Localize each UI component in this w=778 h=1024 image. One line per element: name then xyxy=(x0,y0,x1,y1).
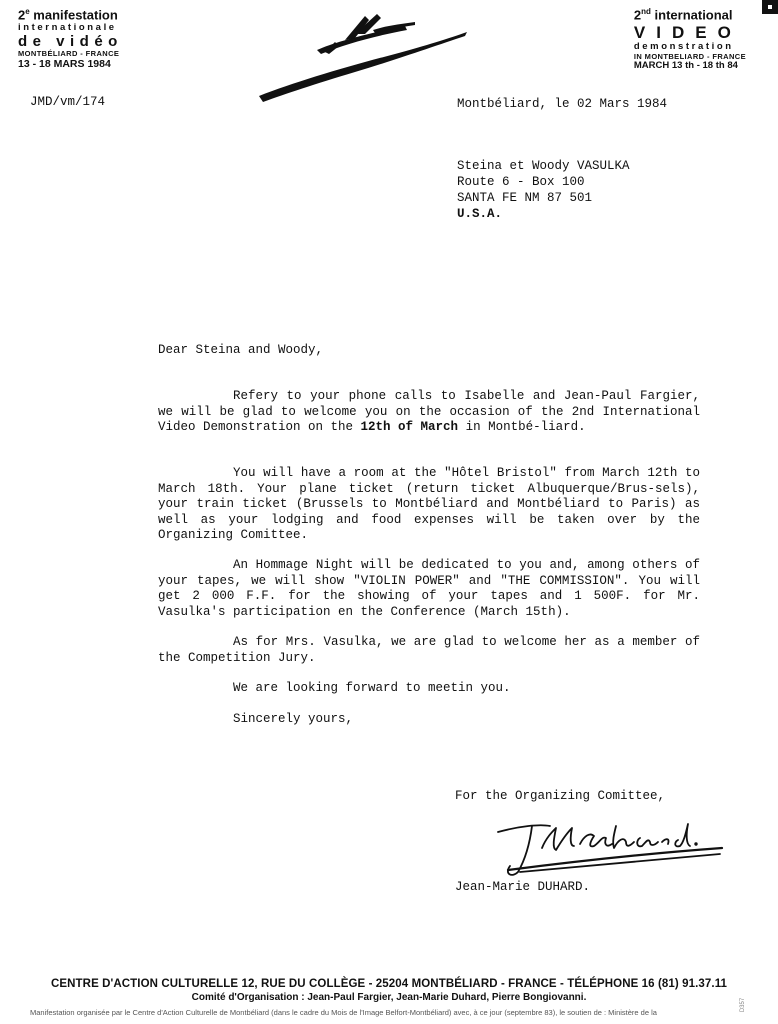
closing: Sincerely yours, xyxy=(233,712,354,726)
letterhead-english xyxy=(634,8,746,72)
place-and-date: Montbéliard, le 02 Mars 1984 xyxy=(457,97,668,111)
lh-en-line2: VIDEO xyxy=(633,22,742,42)
recipient-address xyxy=(457,158,630,222)
signer-name: Jean-Marie DUHARD. xyxy=(455,880,591,894)
archive-code: D357 xyxy=(740,997,747,1013)
paragraph-2: You will have a room at the "Hôtel Bristol" from March 12th to March 18th. Your plane ticket (return ticket Albuquerque/Brus-sels), your train ticket (Brussels to Montbéliard and Montbéliard to Paris) as well as your lodging and food expenses will be taken over by the Organizing Comittee. xyxy=(158,466,700,542)
lh-en-line1: 2nd international xyxy=(633,7,733,23)
lh-en-line4: IN MONTBELIARD - FRANCE xyxy=(633,51,746,61)
handwritten-signature-icon xyxy=(490,818,730,882)
recipient-name: Steina et Woody VASULKA xyxy=(457,159,630,173)
letterhead-french xyxy=(18,8,123,70)
paragraph-4: As for Mrs. Vasulka, we are glad to welcome her as a member of the Competition Jury. xyxy=(158,635,700,665)
forward-line: We are looking forward to meetin you. xyxy=(233,681,511,695)
letter-reference: JMD/vm/174 xyxy=(30,95,106,109)
brush-stroke-logo-icon xyxy=(255,12,470,102)
sign-for-line: For the Organizing Comittee, xyxy=(455,789,666,803)
recipient-street: Route 6 - Box 100 xyxy=(457,175,585,189)
footer-address: CENTRE D'ACTION CULTURELLE 12, RUE DU COLLÈGE - 25204 MONTBÉLIARD - FRANCE - TÉLÉPHONE 16 (81) 91.37.11 xyxy=(50,978,728,990)
lh-en-line5: MARCH 13 th - 18 th 84 xyxy=(633,59,738,71)
lh-fr-line4: MONTBÉLIARD - FRANCE xyxy=(18,49,120,59)
footer-committee: Comité d'Organisation : Jean-Paul Fargier, Jean-Marie Duhard, Pierre Bongiovanni. xyxy=(191,992,587,1003)
corner-mark xyxy=(762,0,778,14)
lh-fr-line3: de vidéo xyxy=(18,32,123,50)
recipient-city: SANTA FE NM 87 501 xyxy=(457,191,593,205)
lh-fr-line2: internationale xyxy=(18,21,117,33)
paragraph-1: Refery to your phone calls to Isabelle and Jean-Paul Fargier, we will be glad to welcome you on the occasion of the 2nd International Video Demonstration on the 12th of March in Montbé-liard. xyxy=(158,389,700,434)
lh-fr-line5: 13 - 18 MARS 1984 xyxy=(18,57,111,70)
lh-fr-line1: 2e manifestation xyxy=(18,7,118,23)
paragraph-3: An Hommage Night will be dedicated to you and, among others of your tapes, we will show "VIOLIN POWER" and "THE COMMISSION". You will get 2 000 F.F. for the showing of your tapes and 1 500F. for Mr. Vasulka's participation en the Conference (March 15th). xyxy=(158,558,700,619)
greeting: Dear Steina and Woody, xyxy=(158,343,324,357)
footer-fineprint: Manifestation organisée par le Centre d'Action Culturelle de Montbéliard (dans le cadre du Mois de l'Image Belfort-Montbéliard) avec, à ce jour (septembre 83), le soutien de : Ministère de la xyxy=(30,1008,657,1017)
recipient-country: U.S.A. xyxy=(457,207,503,221)
lh-en-line3: demonstration xyxy=(633,40,734,52)
